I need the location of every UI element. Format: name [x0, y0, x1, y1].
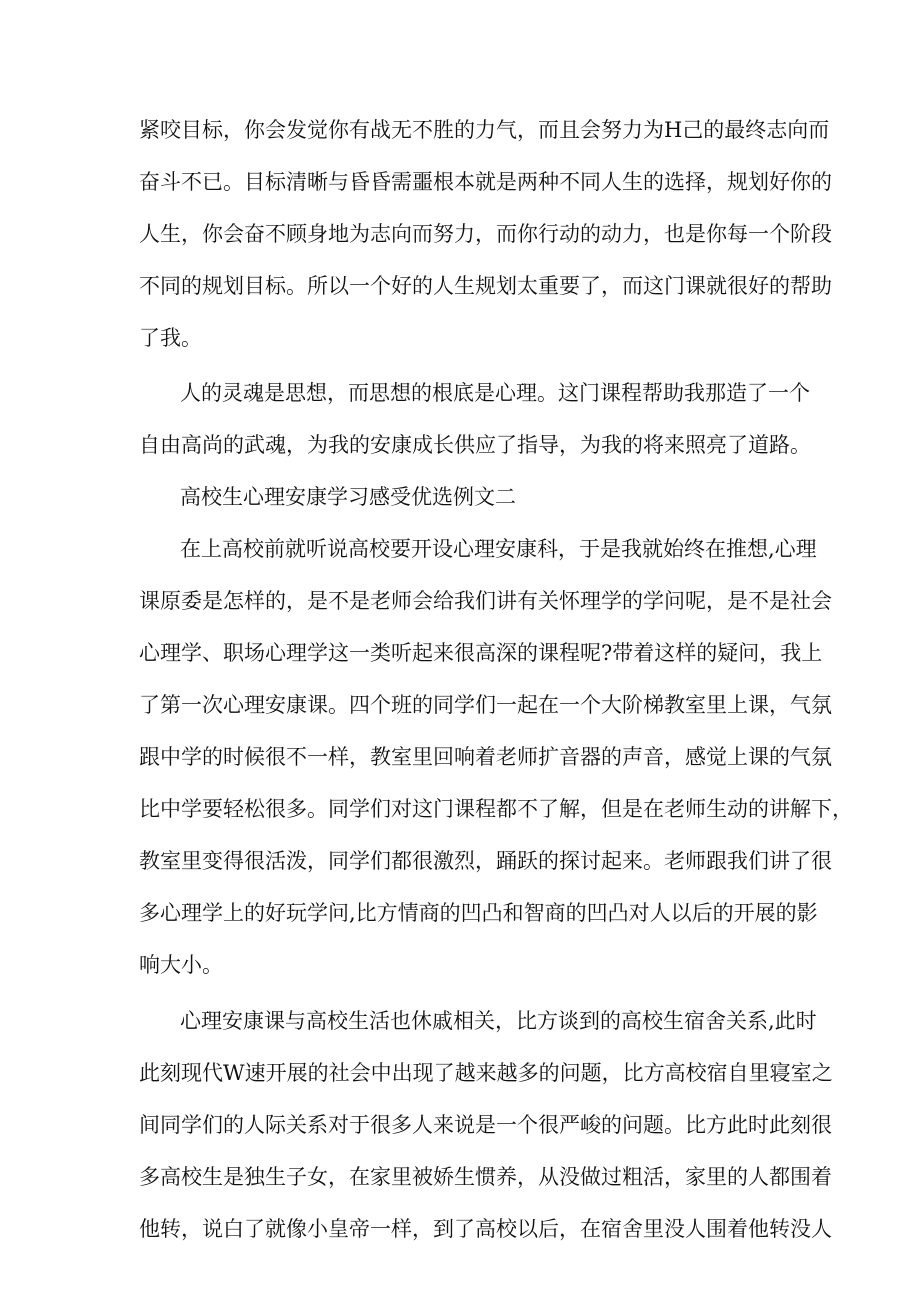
- text-line: 在上高校前就听说高校要开设心理安康科，于是我就始终在推想,心理: [180, 537, 817, 561]
- text-line: 心理学、职场心理学这一类听起来很高深的课程呢?带着这样的疑问，我上: [139, 641, 823, 665]
- text-line: 不同的规划目标。所以一个好的人生规划太重要了，而这门课就很好的帮助: [139, 274, 832, 298]
- text-line: 他转，说白了就像小皇帝一样，到了高校以后，在宿舍里没人围着他转没人: [139, 1217, 832, 1241]
- text-line: 了我。: [139, 326, 202, 350]
- text-line: 课原委是怎样的，是不是老师会给我们讲有关怀理学的学问呢，是不是社会: [139, 589, 832, 613]
- text-line: 教室里变得很活泼，同学们都很激烈，踊跃的探讨起来。老师跟我们讲了很: [139, 849, 832, 873]
- text-line: 间同学们的人际关系对于很多人来说是一个很严峻的问题。比方此时此刻很: [139, 1113, 832, 1137]
- section-heading: 高校生心理安康学习感受优选例文二: [180, 485, 516, 509]
- text-line: 人生，你会奋不顾身地为志向而努力，而你行动的动力，也是你每一个阶段: [139, 222, 832, 246]
- text-line: 比中学要轻松很多。同学们对这门课程都不了解，但是在老师生动的讲解下，: [139, 797, 853, 821]
- text-line: 紧咬目标，你会发觉你有战无不胜的力气，而且会努力为H己的最终志向而: [139, 118, 830, 142]
- text-line: 响大小。: [139, 953, 223, 977]
- text-line: 此刻现代W速开展的社会中出现了越来越多的问题，比方高校宿自里寝室之: [139, 1061, 833, 1085]
- text-line: 了第一次心理安康课。四个班的同学们一起在一个大阶梯教室里上课，气氛: [139, 693, 832, 717]
- text-line: 多高校生是独生子女，在家里被娇生惯养，从没做过粗活，家里的人都围着: [139, 1165, 832, 1189]
- text-line: 奋斗不已。目标清晰与昏昏需噩根本就是两种不同人生的选择，规划好你的: [139, 170, 832, 194]
- text-line: 人的灵魂是思想，而思想的根底是心理。这门课程帮助我那造了一个: [180, 381, 810, 405]
- text-line: 自由高尚的武魂，为我的安康成长供应了指导，为我的将来照亮了道路。: [139, 433, 811, 457]
- text-line: 心理安康课与高校生活也休戚相关，比方谈到的高校生宿舍关系,此时: [180, 1009, 817, 1033]
- text-line: 跟中学的时候很不一样，教室里回响着老师扩音器的声音，感觉上课的气氛: [139, 745, 832, 769]
- text-line: 多心理学上的好玩学问,比方情商的凹凸和智商的凹凸对人以后的开展的影: [139, 901, 818, 925]
